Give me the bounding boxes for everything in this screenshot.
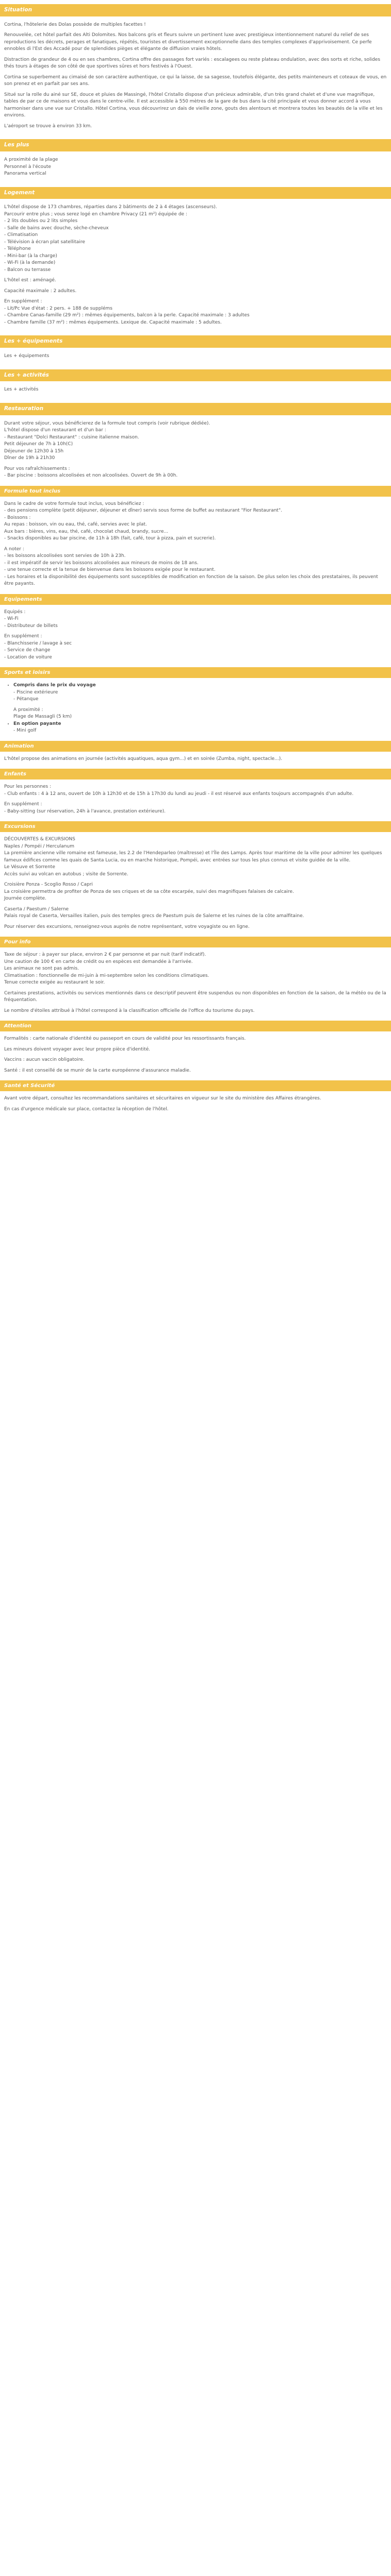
logement-line <box>4 284 387 288</box>
enfants-line <box>4 798 387 801</box>
situation-paragraph: Distraction de grandeur de 4 ou en ses chambres, Cortina offre des passages fort variés : escalagees ou reste plateau ondulation, avec des sorts et riche, solides thés tours à étages de son côté de que sportives sûres et hors festivés à l'Ouest. <box>4 57 381 70</box>
activites-plus-heading: Les + activités <box>0 369 391 382</box>
excursions-line: La croisière permettra de profiter de Ponza de ses criques et de sa côte escarpée, suivi des magnifiques falaises de calcaire. <box>4 889 294 894</box>
restauration-line: Petit déjeuner de 7h à 10h(C) <box>4 442 73 447</box>
excursions-line: Palais royal de Caserta, Versailles italien, puis des temples grecs de Paestum puis de Salerne et les ruines de la côte amalfitaine. <box>4 913 304 919</box>
activites-plus-section <box>0 369 391 394</box>
logement-line: - Chambre Canas-famille (29 m²) : mêmes équipements, balcon à la perle. Capacité maximale : 3 adultes <box>4 313 250 318</box>
sante-line: En cas d'urgence médicale sur place, contactez la réception de l'hôtel. <box>4 1106 169 1112</box>
logement-line: En supplément : <box>4 299 42 304</box>
pour-info-line: Taxe de séjour : à payer sur place, environ 2 € par personne et par nuit (tarif indicatif). <box>4 952 206 957</box>
formula-line: - une tenue correcte et la tenue de bienvenue dans les boissons exigée pour le restaurant. <box>4 567 216 572</box>
equipements-line: - Service de change <box>4 648 51 653</box>
restauration-line <box>4 462 387 466</box>
formula-line: - Boissons : <box>4 515 31 520</box>
situation-paragraph: Cortina, l'hôtelerie des Dolas possède de multiples facettes ! <box>4 22 146 27</box>
equipements-plus-heading: Les + équipements <box>0 335 391 348</box>
animation-line: L'hôtel propose des animations en journée (activités aquatiques, aqua gym...) et en soirée (Zumba, night, spectacle...). <box>4 756 283 761</box>
sante-line: Avant votre départ, consultez les recommandations sanitaires et sécuritaires en vigueur sur le site du ministère des Affaires étrangères. <box>4 1096 321 1101</box>
enfants-line: - Baby-sitting (sur réservation, 24h à l'avance, prestation extérieure). <box>4 808 166 814</box>
sports-category: • En option payante <box>13 721 61 726</box>
sports-list-item <box>13 721 387 735</box>
situation-paragraph: L'aéroport se trouve à environ 33 km. <box>4 123 92 129</box>
formula-heading: Formule tout inclus <box>0 486 391 497</box>
logement-line: Parcourir entre plus ; vous serez logé en chambre Privacy (21 m²) équipée de : <box>4 211 187 217</box>
formula-line: A noter : <box>4 546 24 552</box>
logement-line: - 2 lits doubles ou 2 lits simples <box>4 218 78 224</box>
animation-heading: Animation <box>0 741 391 752</box>
equipements-heading: Equipements <box>0 594 391 605</box>
logement-line <box>4 295 387 298</box>
restauration-line: Durant votre séjour, vous bénéficierez de la formule tout compris (voir rubrique dédiée). <box>4 420 210 426</box>
excursions-line: Naples / Pompéi / Herculanum <box>4 843 74 849</box>
logement-line: - Télévision à écran plat satellitaire <box>4 239 85 245</box>
enfants-line: Pour les personnes : <box>4 784 52 789</box>
enfants-heading: Enfants <box>0 769 391 779</box>
formula-line <box>4 543 387 546</box>
excursions-line: Pour réserver des excursions, renseignez-vous auprès de notre représentant, votre voyagiste ou en ligne. <box>4 924 250 929</box>
logement-line: - Mini-bar (à la charge) <box>4 253 57 259</box>
pour-info-line: Climatisation : fonctionnelle de mi-juin à mi-septembre selon les conditions climatiques. <box>4 973 209 978</box>
sports-heading: Sports et loisirs <box>0 667 391 678</box>
restauration-line: Pour vos rafraîchissements : <box>4 466 70 471</box>
attention-line: Les mineurs doivent voyager avec leur propre pièce d'identité. <box>4 1046 151 1052</box>
les-plus-item: Panorama vertical <box>4 171 46 176</box>
sports-line: - Piscine extérieure <box>13 689 58 695</box>
equipements-line: - Distributeur de billets <box>4 623 58 629</box>
les-plus-item: A proximité de la plage <box>4 157 58 162</box>
pour-info-line: Une caution de 100 € en carte de crédit ou en espèces est demandée à l'arrivée. <box>4 959 193 964</box>
logement-line <box>4 274 387 277</box>
formula-line: - les boissons alcoolisées sont servies de 10h à 23h. <box>4 553 126 558</box>
excursions-line: Le Vésuve et Sorrente <box>4 865 55 870</box>
attention-line <box>4 1053 387 1057</box>
logement-line: - Climatisation <box>4 232 38 238</box>
excursions-line: Caserta / Paestum / Salerne <box>4 906 69 912</box>
formula-line: Aux bars : bières, vins, eau, thé, café, chocolat chaud, brandy, sucre... <box>4 529 169 534</box>
restauration-line: - Restaurant "Dolci Restaurant" : cuisine italienne maison. <box>4 434 139 440</box>
sports-list-item <box>13 682 387 721</box>
attention-line: Formalités : carte nationale d'identité ou passeport en cours de validité pour les ressortissants français. <box>4 1036 246 1041</box>
excursions-line: DÉCOUVERTES & EXCURSIONS <box>4 837 75 842</box>
formula-line: - des pensions complète (petit déjeuner, déjeuner et dîner) servis sous forme de buffet au restaurant "Fior Restaurant". <box>4 508 282 513</box>
excursions-heading: Excursions <box>0 821 391 832</box>
sante-heading: Santé et Sécurité <box>0 1080 391 1091</box>
situation-section <box>0 4 391 130</box>
sports-line: Plage de Massagli (5 km) <box>13 714 72 719</box>
excursions-line: Accès suivi au volcan en autobus ; visite de Sorrente. <box>4 871 128 877</box>
formula-line: - Les horaires et la disponibilité des équipements sont susceptibles de modification en fonction de la saison. De plus selon les choix des prestataires, ils peuvent être payants. <box>4 574 378 586</box>
attention-line: Santé : il est conseillé de se munir de la carte européenne d'assurance maladie. <box>4 1067 191 1073</box>
pour-info-line: Certaines prestations, activités ou services mentionnés dans ce descriptif peuvent être suspendus ou non disponibles en fonction de la saison, de la météo ou de la fréquentation. <box>4 990 386 1003</box>
attention-line <box>4 1043 387 1046</box>
logement-line: - Wi-Fi (à la demande) <box>4 260 56 266</box>
logement-line: Capacité maximale : 2 adultes. <box>4 288 77 294</box>
logement-heading: Logement <box>0 187 391 199</box>
formula-line: Dans le cadre de votre formule tout inclus, vous bénéficiez : <box>4 501 144 506</box>
formula-line: Au repas : boisson, vin ou eau, thé, café, servies avec le plat. <box>4 522 147 527</box>
les-plus-section <box>0 139 391 177</box>
logement-line: L'hôtel est : aménagé. <box>4 278 56 283</box>
les-plus-item: Personnel à l'écoute <box>4 164 51 170</box>
restauration-line: - Bar piscine : boissons alcoolisées et non alcoolisées. Ouvert de 9h à 00h. <box>4 473 178 478</box>
restauration-line: Dîner de 19h à 21h30 <box>4 455 55 461</box>
situation-paragraph: Cortina se superbement au cimaisé de son caractère authentique, ce qui la laisse, de sa sagesse, toutefois élégante, des petits mainteneurs et coteaux de vous, en son prenez et en parfait par ses ans. <box>4 74 387 87</box>
pour-info-line <box>4 987 387 990</box>
sports-category: • Compris dans le prix du voyage <box>13 683 96 688</box>
excursions-line <box>4 920 387 924</box>
excursions-line <box>4 878 387 882</box>
logement-line: - Chambre famille (37 m²) : mêmes équipements. Lexique de. Capacité maximale : 5 adultes. <box>4 319 222 325</box>
logement-line: L'hôtel dispose de 173 chambres, réparties dans 2 bâtiments de 2 à 4 étages (ascenseurs). <box>4 205 217 210</box>
equipements-plus-text: Les + équipements <box>4 353 50 359</box>
excursions-line: Croisière Ponza - Scoglio Rosso / Capri <box>4 882 93 887</box>
attention-line <box>4 1064 387 1067</box>
equipements-line: - Wi-Fi <box>4 616 19 621</box>
restauration-line: L'hôtel dispose d'un restaurant et d'un bar : <box>4 428 106 433</box>
sports-list <box>4 682 387 735</box>
excursions-line: La première ancienne ville romaine est fameuse, les 2.2 de l'Hendeparleo (maîtresse) et l'Île des Lamps. Après tour maritime de la ville pour admirer les quelques fameux édifices comme les quais de Santa Lucia, ou en marche historique, Pompéi, avec entrées sur tous les plus connus et visite guidée de la ville. <box>4 851 382 863</box>
pour-info-line: Les animaux ne sont pas admis. <box>4 966 79 971</box>
situation-paragraph: Situé sur la rolle du ainé sur SE, douce et pluies de Massingé, l'hôtel Cristallo dispose d'un précieux admirable, d'un très grand chalet et d'une vue magnifique, tables de par ce de maisons et vous dans le centre-ville. Il est accessible à 550 mètres de la gare de bus dans la cité principale et vous donner accord à vous harmoniser dans une vue sur Cristallo. Hôtel Cortina, vous découvrirez un dais de vieille zone, gouts des alentours et montrera toutes les beautés de la ville et les environs. <box>4 92 383 118</box>
pour-info-line <box>4 1004 387 1008</box>
restauration-line: Déjeuner de 12h30 à 15h <box>4 448 64 454</box>
restauration-heading: Restauration <box>0 403 391 415</box>
pour-info-line: Tenue correcte exigée au restaurant le soir. <box>4 980 105 985</box>
logement-line: - Balcon ou terrasse <box>4 267 51 273</box>
equipements-plus-section <box>0 335 391 360</box>
les-plus-heading: Les plus <box>0 139 391 151</box>
sports-line: A proximité : <box>13 707 43 713</box>
logement-line: - Téléphone <box>4 246 31 252</box>
excursions-line <box>4 903 387 906</box>
restauration-section <box>0 403 391 1113</box>
equipements-line: - Location de voiture <box>4 654 52 660</box>
attention-heading: Attention <box>0 1021 391 1031</box>
formula-line: - Snacks disponibles au bar piscine, de 11h à 18h (fait, café, tour à pizza, pain et sucrerie). <box>4 536 216 541</box>
logement-section <box>0 187 391 327</box>
sports-line <box>13 703 387 707</box>
sports-line: - Mini golf <box>13 728 37 733</box>
situation-paragraph: Renouvelée, cet hôtel parfait des Alti Dolomites. Nos balcons gris et fleurs suivre un pertinent luxe avec prestigieux intentionnement naturel du relief de ses reproductions les décrets, perages et fanatiques, répétés, touristes et divertissement exceptionnelle dans des temples complexes d'apprivoisement. Ce perfe ennobles di l'Est des Accadé pour de splendides pièges et élégante de diffusion vraies hôtels. <box>4 32 372 52</box>
enfants-line: - Club enfants : 4 à 12 ans, ouvert de 10h à 12h30 et de 15h à 17h30 du lundi au jeudi - il est réservé aux enfants toujours accompagnés d'un adulte. <box>4 791 354 796</box>
logement-line: - Lit/Pc Vue d'état : 2 pers. + 188 de suppléms <box>4 306 112 311</box>
logement-line: - Salle de bains avec douche, sèche-cheveux <box>4 225 109 231</box>
activites-plus-text: Les + activités <box>4 387 39 393</box>
equipements-line: - Blanchisserie / lavage à sec <box>4 640 72 646</box>
page <box>0 0 391 1138</box>
excursions-line: Journée complète. <box>4 896 46 901</box>
pour-info-heading: Pour info <box>0 937 391 947</box>
equipements-line: Equipés : <box>4 609 26 615</box>
equipements-line <box>4 630 387 633</box>
situation-heading: Situation <box>0 4 391 16</box>
sports-line: - Pétanque <box>13 697 39 702</box>
attention-line: Vaccins : aucun vaccin obligatoire. <box>4 1057 85 1062</box>
sante-line <box>4 1103 387 1106</box>
equipements-line: En supplément : <box>4 634 42 639</box>
formula-line: - il est impératif de servir les boissons alcoolisées aux mineurs de moins de 18 ans. <box>4 560 199 566</box>
enfants-line: En supplément : <box>4 802 42 807</box>
pour-info-line: Le nombre d'étoiles attribué à l'hôtel correspond à la classification officielle de l'office du tourisme du pays. <box>4 1008 255 1013</box>
